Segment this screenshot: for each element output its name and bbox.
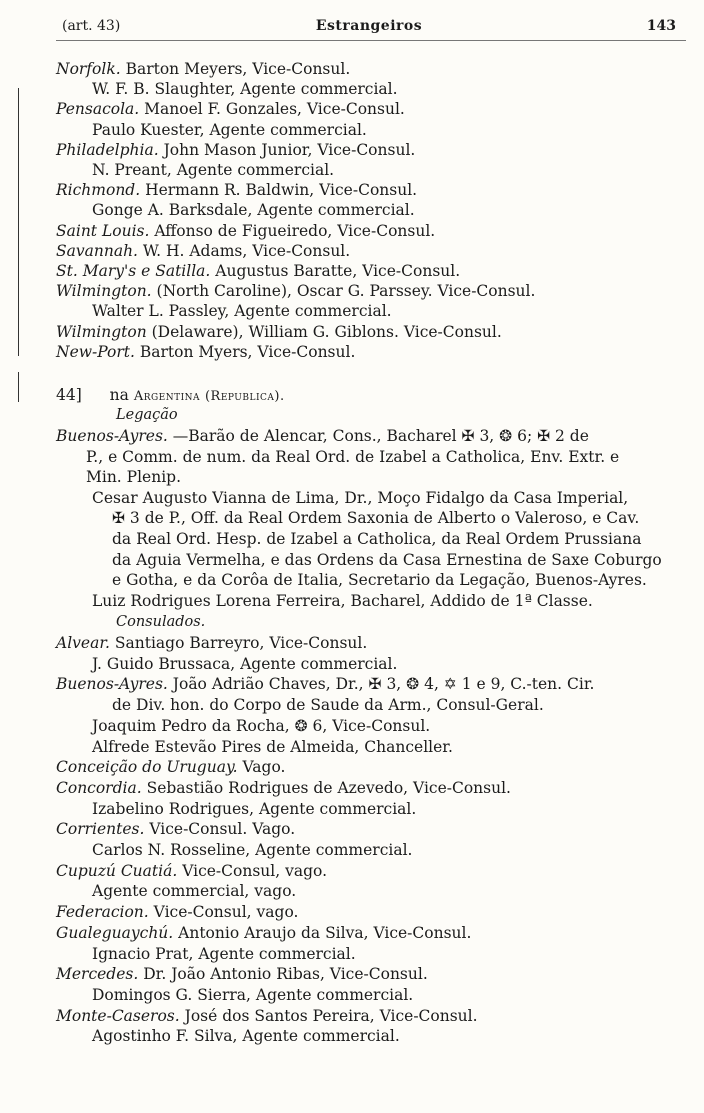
article-number: (art. 43) [62, 18, 121, 34]
entry-line [56, 903, 298, 922]
entry-line [56, 282, 535, 301]
entry-line [92, 121, 367, 140]
entry-line [56, 141, 415, 160]
place-name: Wilmington. [56, 282, 152, 301]
entry-text: Santiago Barreyro, Vice-Consul. [109, 634, 368, 652]
entry-text: Gonge A. Barksdale, Agente commercial. [92, 201, 415, 220]
entry-text: Antonio Araujo da Silva, Vice-Consul. [173, 923, 472, 942]
entry-line [56, 924, 471, 943]
entry-line [92, 655, 397, 674]
entry-line [92, 738, 453, 757]
entry-line [92, 841, 412, 860]
entry-line [56, 634, 367, 653]
entry-text: João Adrião Chaves, Dr., ✠ 3, ❂ 4, ✡ 1 e 9, C.-ten. Cir. [167, 675, 595, 694]
entry-line [56, 427, 589, 446]
entry-line [112, 571, 647, 590]
entry-line [92, 1027, 400, 1046]
entry-text: P., e Comm. de num. da Real Ord. de Izabel a Catholica, Env. Extr. e [86, 447, 620, 466]
entry-line [56, 242, 350, 261]
heading-country: Argentina [133, 389, 201, 404]
entry-text: W. H. Adams, Vice-Consul. [137, 241, 351, 260]
entry-line [56, 323, 502, 342]
section-heading [56, 386, 285, 406]
header-rule [56, 40, 686, 41]
entry-text: Augustus Baratte, Vice-Consul. [210, 262, 461, 280]
entry-text: Affonso de Figueiredo, Vice-Consul. [149, 221, 436, 240]
place-name: Pensacola. [56, 100, 140, 119]
entry-line [92, 592, 593, 611]
entry-line [112, 696, 544, 715]
entry-text: Walter L. Passley, Agente commercial. [92, 302, 392, 321]
place-name: Monte-Caseros. [56, 1006, 180, 1025]
place-name: Philadelphia. [56, 140, 159, 159]
entry-line [56, 965, 428, 984]
entry-line [56, 262, 460, 281]
entry-text: Domingos G. Sierra, Agente commercial. [92, 985, 414, 1004]
entry-line [112, 551, 662, 570]
entry-line [92, 80, 398, 99]
place-name: New-Port. [56, 342, 135, 361]
entry-line [92, 882, 296, 901]
entry-text: Carlos N. Rosseline, Agente commercial. [92, 841, 413, 859]
entry-text: Vice-Consul, vago. [177, 861, 327, 880]
entry-line [92, 986, 413, 1005]
entry-text: Barton Meyers, Vice-Consul. [120, 60, 351, 78]
entry-text: J. Guido Brussaca, Agente commercial. [92, 654, 398, 673]
place-name: Buenos-Ayres. [56, 675, 168, 694]
place-name: Concordia. [56, 778, 142, 797]
place-name: St. Mary's e Satilla. [56, 262, 211, 280]
place-name: Buenos-Ayres. [56, 427, 168, 445]
place-name: Wilmington [56, 322, 147, 341]
margin-bracket [18, 372, 19, 402]
place-name: Saint Louis. [56, 221, 150, 240]
entry-line [92, 201, 415, 220]
place-name: Corrientes. [56, 820, 145, 839]
entry-line [56, 862, 327, 881]
entry-text: Cesar Augusto Vianna de Lima, Dr., Moço Fidalgo da Casa Imperial, [92, 488, 629, 507]
page-title: Estrangeiros [315, 18, 423, 34]
entry-line [92, 800, 416, 819]
entry-line [56, 181, 417, 200]
entry-text: Vice-Consul. Vago. [144, 820, 296, 839]
entry-text: N. Preant, Agente commercial. [92, 161, 335, 179]
entry-text: ✠ 3 de P., Off. da Real Ordem Saxonia de Alberto o Valeroso, e Cav. [112, 509, 640, 528]
entry-line [56, 820, 295, 839]
entry-line [86, 468, 181, 487]
consulados-label: Consulados. [116, 614, 206, 630]
entry-line [56, 779, 511, 798]
place-name: Cupuzú Cuatiá. [56, 861, 178, 880]
entry-line [56, 100, 405, 119]
entry-text: (Delaware), William G. Giblons. Vice-Consul. [146, 322, 502, 341]
place-name: Savannah. [56, 241, 138, 260]
entry-text: Vago. [237, 758, 286, 777]
page-number: 143 [646, 18, 676, 34]
place-name: Norfolk. [56, 60, 121, 78]
entry-text: Joaquim Pedro da Rocha, ❂ 6, Vice-Consul. [92, 716, 431, 735]
entry-line [112, 530, 641, 549]
entry-text: Dr. João Antonio Ribas, Vice-Consul. [138, 965, 428, 984]
entry-line [92, 489, 628, 508]
heading-republic: (Republica). [204, 389, 285, 404]
place-name: Federacion. [56, 903, 149, 922]
entry-text: Barton Myers, Vice-Consul. [134, 342, 356, 361]
heading-prefix: na [109, 386, 134, 404]
entry-line [56, 758, 285, 777]
place-name: Gualeguaychú. [56, 923, 174, 942]
entry-text: W. F. B. Slaughter, Agente commercial. [92, 80, 398, 99]
entry-line [86, 448, 619, 467]
entry-text: Min. Plenip. [86, 468, 182, 487]
entry-line [92, 161, 334, 180]
entry-text: Hermann R. Baldwin, Vice-Consul. [140, 181, 418, 200]
entry-text: Alfrede Estevão Pires de Almeida, Chanceller. [92, 737, 453, 756]
entry-text: Agente commercial, vago. [92, 882, 297, 901]
section-number: 44] [56, 386, 82, 404]
entry-line [56, 60, 350, 79]
entry-text: da Aguia Vermelha, e das Ordens da Casa Ernestina de Saxe Coburgo [112, 550, 662, 569]
entry-line [56, 222, 435, 241]
legacao-label: Legação [116, 407, 178, 423]
place-name: Alvear. [56, 634, 110, 652]
entry-text: John Mason Junior, Vice-Consul. [158, 140, 416, 159]
entry-line [92, 302, 392, 321]
entry-line [92, 717, 430, 736]
entry-text: José dos Santos Pereira, Vice-Consul. [179, 1006, 478, 1025]
margin-bracket [18, 88, 19, 356]
entry-line [56, 675, 594, 694]
entry-line [56, 1007, 478, 1026]
running-header [62, 18, 676, 40]
place-name: Richmond. [56, 181, 141, 200]
place-name: Conceição do Uruguay. [56, 758, 238, 777]
entry-line [92, 945, 356, 964]
entry-text: Sebastião Rodrigues de Azevedo, Vice-Consul. [141, 778, 511, 797]
entry-text: Luiz Rodrigues Lorena Ferreira, Bacharel, Addido de 1ª Classe. [92, 591, 593, 610]
entry-text: —Barão de Alencar, Cons., Bacharel ✠ 3, ❂ 6; ✠ 2 de [167, 427, 589, 445]
place-name: Mercedes. [56, 965, 139, 984]
entry-text: Vice-Consul, vago. [148, 903, 299, 922]
entry-line [112, 509, 639, 528]
entry-text: da Real Ord. Hesp. de Izabel a Catholica, da Real Ordem Prussiana [112, 530, 642, 548]
entry-text: e Gotha, e da Corôa de Italia, Secretario da Legação, Buenos-Ayres. [112, 571, 647, 590]
entry-text: Agostinho F. Silva, Agente commercial. [92, 1027, 400, 1046]
entry-text: Paulo Kuester, Agente commercial. [92, 120, 367, 139]
entry-text: (North Caroline), Oscar G. Parssey. Vice-Consul. [151, 282, 536, 301]
entry-line [56, 343, 355, 362]
entry-text: Izabelino Rodrigues, Agente commercial. [92, 799, 417, 818]
entry-text: Ignacio Prat, Agente commercial. [92, 944, 356, 963]
entry-text: Manoel F. Gonzales, Vice-Consul. [139, 100, 405, 119]
entry-text: de Div. hon. do Corpo de Saude da Arm., Consul-Geral. [112, 696, 544, 715]
